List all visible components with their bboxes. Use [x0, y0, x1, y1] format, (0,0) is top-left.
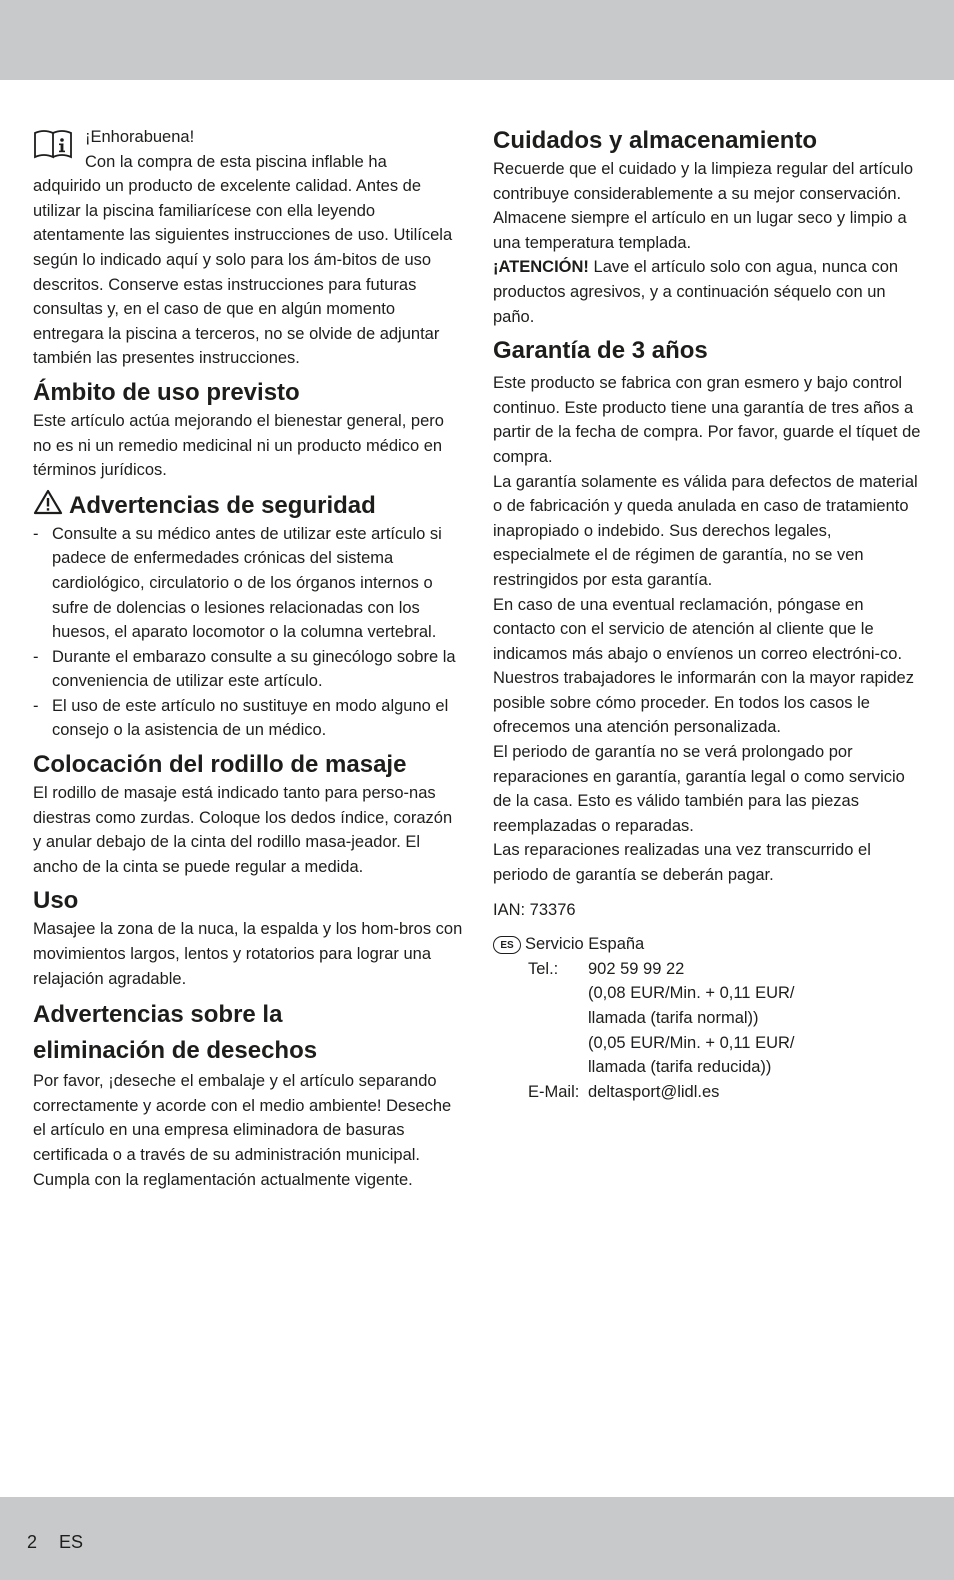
- service-block: [493, 932, 923, 1104]
- eliminacion-title-line1: Advertencias sobre la: [33, 1001, 283, 1029]
- spacer: [528, 981, 588, 1006]
- email-label: E-Mail:: [528, 1082, 580, 1101]
- email-address: deltasport@lidl.es: [588, 1082, 720, 1101]
- colocacion-text: El rodillo de masaje está indicado tanto para perso-nas diestras como zurdas. Coloque los dedos índice, corazón y anular debajo de la cinta del rodillo masa-jeador. El ancho de la cinta se puede regular a medida.: [33, 784, 453, 876]
- garantia-p1: Este producto se fabrica con gran esmero y bajo control continuo. Este producto tiene una garantía de tres años a partir de la fecha de compra. Por favor, guarde el tíquet de compra.: [493, 374, 921, 466]
- left-column: [33, 125, 463, 1192]
- eliminacion-title-line2: eliminación de desechos: [33, 1037, 318, 1065]
- spacer: [528, 1055, 588, 1080]
- seguridad-list: [33, 522, 463, 743]
- tel-row: [528, 957, 923, 982]
- tel-number: 902 59 99 22: [588, 959, 685, 978]
- ian-number: IAN: 73376: [493, 900, 576, 919]
- eliminacion-title: [33, 997, 463, 1069]
- garantia-p4: El periodo de garantía no se verá prolongado por reparaciones en garantía, garantía legal o como servicio de la casa. Esto es válido también para las piezas reemplazadas o reparadas.: [493, 743, 905, 835]
- intro-text: adquirido un producto de excelente calidad. Antes de utilizar la piscina familiarícese con ella leyendo atentamente las siguientes instrucciones de uso. Utilícela según lo indicado aquí y solo para los ám-bitos de uso descritos. Conserve estas instrucciones para futuras consultas y, en el caso de que en algún momento entregara la piscina a terceros, no se olvide de adjuntar también las presentes instrucciones.: [33, 177, 453, 368]
- uso-title: Uso: [33, 887, 79, 915]
- seguridad-heading: [33, 489, 463, 522]
- service-title: Servicio España: [525, 935, 645, 954]
- footer: [27, 1531, 105, 1553]
- rate1-row-b: [528, 1006, 923, 1031]
- right-column: [493, 125, 923, 1104]
- spacer: [528, 1006, 588, 1031]
- spacer: [528, 1031, 588, 1056]
- garantia-p3: En caso de una eventual reclamación, póngase en contacto con el servicio de atención al cliente que le indicamos más abajo o envíenos un correo electróni-co. Nuestros trabajadores le informarán con la mayor rapidez posible sobre cómo proceder. En todos los casos le ofrecemos una atención personalizada.: [493, 595, 914, 737]
- intro-line1: Con la compra de esta piscina inflable ha: [85, 152, 387, 171]
- header-bar: [0, 0, 954, 80]
- rate2-b: llamada (tarifa reducida)): [588, 1058, 772, 1077]
- seguridad-title: Advertencias de seguridad: [69, 491, 376, 519]
- rate2-a: (0,05 EUR/Min. + 0,11 EUR/: [588, 1033, 795, 1052]
- footer-language: ES: [59, 1532, 84, 1552]
- email-row: [528, 1080, 923, 1105]
- tel-label: Tel.:: [528, 959, 559, 978]
- list-item: - El uso de este artículo no sustituye en modo alguno el consejo o la asistencia de un médico.: [33, 694, 463, 743]
- list-item: - Durante el embarazo consulte a su ginecólogo sobre la conveniencia de utilizar este artículo.: [33, 645, 463, 694]
- contact-info: [528, 957, 923, 1105]
- eliminacion-text: Por favor, ¡deseche el embalaje y el artículo separando correctamente y acorde con el medio ambiente! Deseche el artículo en una empresa eliminadora de basuras certificada o a través de su administración municipal. Cumpla con la reglamentación actualmente vigente.: [33, 1072, 452, 1189]
- warning-text: Lave el artículo solo con agua, nunca con productos agresivos, y a continuación séquelo con un paño.: [493, 258, 899, 326]
- cuidados-warning: [493, 255, 923, 329]
- garantia-p5: Las reparaciones realizadas una vez transcurrido el periodo de garantía se deberán pagar.: [493, 841, 871, 885]
- garantia-p2: La garantía solamente es válida para defectos de material o de fabricación y queda anulada en caso de tratamiento inapropiado o indebido. Sus derechos legales, especialmete el de régimen de garantía, no se ven restringidos por esta garantía.: [493, 472, 918, 589]
- warning-label: ¡ATENCIÓN!: [493, 258, 589, 277]
- cuidados-title: Cuidados y almacenamiento: [493, 127, 818, 154]
- uso-text: Masajee la zona de la nuca, la espalda y los hom-bros con movimientos largos, lentos y rotatorios para lograr una relajación agradable.: [33, 920, 463, 988]
- list-item: - Consulte a su médico antes de utilizar este artículo si padece de enfermedades crónicas del sistema cardiológico, circulatorio o de los órganos internos o sufre de dolencias o lesiones relacionadas con los huesos, el aparato locomotor o la columna vertebral.: [33, 522, 463, 645]
- garantia-title: Garantía de 3 años: [493, 337, 708, 365]
- cuidados-text: Recuerde que el cuidado y la limpieza regular del artículo contribuye considerablemente a su mejor conservación. Almacene siempre el artículo en un lugar seco y limpio a una temperatura templada.: [493, 160, 914, 252]
- page-number: 2: [27, 1532, 38, 1552]
- warning-triangle-icon: [33, 489, 63, 515]
- rate2-row-a: [528, 1031, 923, 1056]
- colocacion-title: Colocación del rodillo de masaje: [33, 751, 407, 779]
- footer-bar: [0, 1497, 954, 1580]
- intro-section: [33, 125, 463, 371]
- rate1-a: (0,08 EUR/Min. + 0,11 EUR/: [588, 984, 795, 1003]
- rate2-row-b: [528, 1055, 923, 1080]
- ambito-title: Ámbito de uso previsto: [33, 378, 300, 406]
- rate1-row-a: [528, 981, 923, 1006]
- service-title-row: [493, 932, 923, 957]
- country-badge-icon: ES: [493, 936, 521, 954]
- ambito-text: Este artículo actúa mejorando el bienestar general, pero no es ni un remedio medicinal ni un producto médico en términos jurídicos.: [33, 411, 444, 480]
- rate1-b: llamada (tarifa normal)): [588, 1009, 759, 1027]
- info-book-icon: [33, 129, 73, 161]
- intro-heading: ¡Enhorabuena!: [85, 128, 195, 146]
